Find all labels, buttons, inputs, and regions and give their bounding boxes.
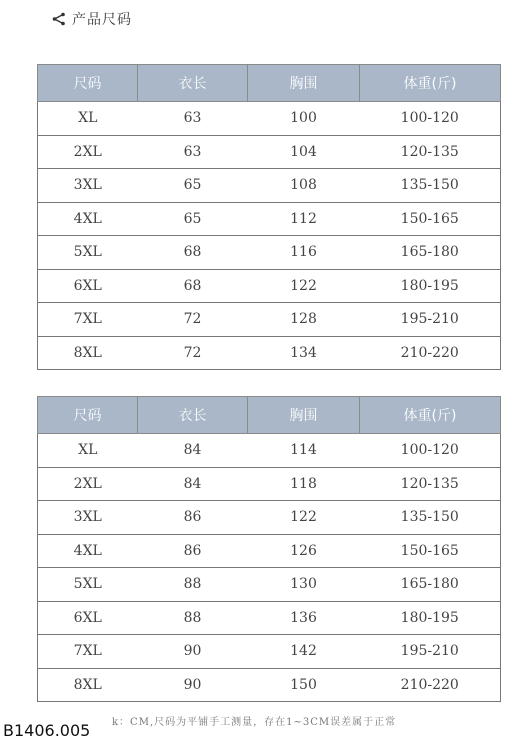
cell-size: 8XL	[38, 336, 138, 370]
cell-weight: 180-195	[360, 269, 501, 303]
cell-length: 84	[138, 467, 248, 501]
cell-size: 7XL	[38, 635, 138, 669]
cell-length: 90	[138, 668, 248, 702]
column-header-size: 尺码	[38, 65, 138, 102]
cell-chest: 130	[248, 568, 360, 602]
table-row	[38, 668, 501, 702]
cell-size: 3XL	[38, 501, 138, 535]
section-title: 产品尺码	[72, 12, 132, 28]
cell-chest: 128	[248, 303, 360, 337]
cell-size: XL	[38, 102, 138, 136]
cell-size: 4XL	[38, 534, 138, 568]
cell-length: 86	[138, 501, 248, 535]
cell-weight: 135-150	[360, 169, 501, 203]
cell-size: 4XL	[38, 202, 138, 236]
cell-chest: 108	[248, 169, 360, 203]
cell-chest: 114	[248, 434, 360, 468]
cell-chest: 112	[248, 202, 360, 236]
cell-weight: 165-180	[360, 236, 501, 270]
cell-size: 3XL	[38, 169, 138, 203]
cell-length: 88	[138, 568, 248, 602]
cell-weight: 120-135	[360, 135, 501, 169]
cell-size: XL	[38, 434, 138, 468]
column-header-size: 尺码	[38, 397, 138, 434]
table-row	[38, 434, 501, 468]
table-row	[38, 269, 501, 303]
table-row	[38, 534, 501, 568]
measurement-footnote: k：CM,尺码为平铺手工测量，存在1~3CM误差属于正常	[112, 717, 397, 728]
cell-length: 65	[138, 169, 248, 203]
cell-chest: 122	[248, 269, 360, 303]
table-header-row	[38, 397, 501, 434]
cell-length: 88	[138, 601, 248, 635]
cell-weight: 210-220	[360, 668, 501, 702]
cell-length: 68	[138, 269, 248, 303]
table-row	[38, 236, 501, 270]
table-row	[38, 303, 501, 337]
cell-chest: 136	[248, 601, 360, 635]
table-row	[38, 635, 501, 669]
column-header-chest: 胸围	[248, 65, 360, 102]
cell-length: 65	[138, 202, 248, 236]
table-row	[38, 501, 501, 535]
column-header-length: 衣长	[138, 397, 248, 434]
cell-weight: 165-180	[360, 568, 501, 602]
share-icon	[52, 12, 66, 26]
cell-weight: 150-165	[360, 202, 501, 236]
cell-size: 6XL	[38, 269, 138, 303]
cell-chest: 100	[248, 102, 360, 136]
cell-chest: 150	[248, 668, 360, 702]
size-table-2	[37, 396, 501, 702]
cell-chest: 116	[248, 236, 360, 270]
cell-size: 6XL	[38, 601, 138, 635]
table-row	[38, 336, 501, 370]
column-header-chest: 胸围	[248, 397, 360, 434]
cell-size: 8XL	[38, 668, 138, 702]
table-row	[38, 135, 501, 169]
cell-weight: 135-150	[360, 501, 501, 535]
cell-size: 5XL	[38, 236, 138, 270]
cell-chest: 134	[248, 336, 360, 370]
cell-size: 2XL	[38, 467, 138, 501]
cell-weight: 120-135	[360, 467, 501, 501]
column-header-length: 衣长	[138, 65, 248, 102]
cell-length: 68	[138, 236, 248, 270]
cell-weight: 100-120	[360, 102, 501, 136]
cell-length: 86	[138, 534, 248, 568]
cell-chest: 104	[248, 135, 360, 169]
cell-chest: 122	[248, 501, 360, 535]
cell-size: 7XL	[38, 303, 138, 337]
cell-length: 72	[138, 303, 248, 337]
cell-chest: 142	[248, 635, 360, 669]
cell-length: 63	[138, 135, 248, 169]
table-row	[38, 467, 501, 501]
cell-length: 63	[138, 102, 248, 136]
table-row	[38, 102, 501, 136]
table-row	[38, 202, 501, 236]
cell-weight: 195-210	[360, 303, 501, 337]
cell-weight: 210-220	[360, 336, 501, 370]
table-row	[38, 568, 501, 602]
table-header-row	[38, 65, 501, 102]
cell-size: 5XL	[38, 568, 138, 602]
cell-chest: 126	[248, 534, 360, 568]
section-header	[52, 8, 132, 30]
cell-chest: 118	[248, 467, 360, 501]
cell-weight: 150-165	[360, 534, 501, 568]
column-header-weight: 体重(斤)	[360, 65, 501, 102]
size-table-1	[37, 64, 501, 370]
cell-length: 84	[138, 434, 248, 468]
cell-weight: 100-120	[360, 434, 501, 468]
table-row	[38, 601, 501, 635]
cell-size: 2XL	[38, 135, 138, 169]
cell-weight: 195-210	[360, 635, 501, 669]
table-row	[38, 169, 501, 203]
product-code: B1406.005	[3, 721, 91, 740]
column-header-weight: 体重(斤)	[360, 397, 501, 434]
cell-length: 90	[138, 635, 248, 669]
cell-length: 72	[138, 336, 248, 370]
cell-weight: 180-195	[360, 601, 501, 635]
